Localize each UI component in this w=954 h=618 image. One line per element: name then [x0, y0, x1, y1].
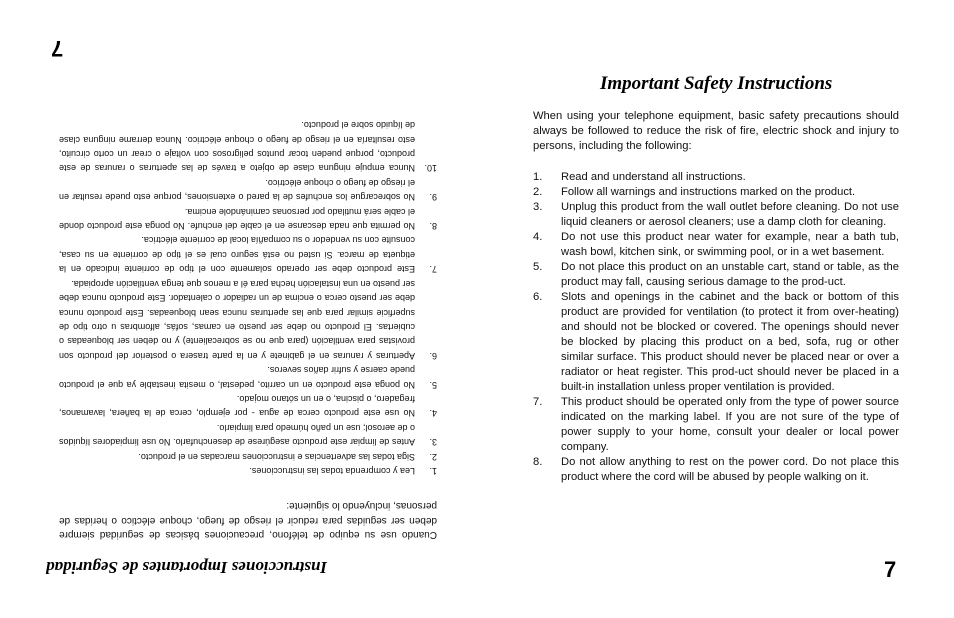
item-text: Unplug this product from the wall outlet before cleaning. Do not use liquid cleaners or aerosol cleaners; use a damp cloth for cleaning.: [561, 201, 899, 228]
list-item: [59, 420, 437, 449]
list-item: [533, 185, 899, 200]
list-item: [59, 449, 437, 463]
spanish-title: Instrucciones Importantes de Seguridad: [45, 558, 327, 577]
item-number: 6.: [429, 350, 437, 361]
spanish-instruction-list: [59, 118, 437, 478]
item-text: No ponga este producto en un carrito, pedestal, o mesita inestable ya que el producto puede caerse y sufrir daños severos.: [59, 365, 415, 390]
item-text: Do not allow anything to rest on the power cord. Do not place this product where the cord will be abused by people walking on it.: [561, 456, 899, 483]
list-item: [59, 276, 437, 362]
item-number: 5.: [429, 379, 437, 390]
list-item: [59, 392, 437, 421]
item-number: 3.: [429, 437, 437, 448]
list-item: [533, 290, 899, 395]
list-item: [59, 118, 437, 176]
list-item: [533, 230, 899, 260]
item-number: 6.: [533, 291, 543, 303]
item-number: 7.: [429, 264, 437, 275]
item-number: 7.: [533, 396, 543, 408]
item-number: 8.: [533, 456, 543, 468]
item-number: 2.: [533, 186, 543, 198]
list-item: [59, 363, 437, 392]
item-number: 1.: [429, 466, 437, 476]
item-text: No use este producto cerca de agua - por ejemplo, cerca de la bañera, lavamanos, fregadero, o piscina, o en un sótano mojado.: [59, 393, 415, 419]
list-item: [59, 233, 437, 276]
item-text: Read and understand all instructions.: [561, 171, 746, 183]
instruction-list: [533, 170, 899, 485]
list-item: [533, 395, 899, 455]
item-number: 8.: [429, 221, 437, 232]
item-text: Siga todas las advertencias e instrucciones marcadas en el producto.: [138, 451, 415, 462]
list-item: [533, 455, 899, 485]
item-text: Lea y comprenda todas las instrucciones.: [249, 466, 415, 476]
list-item: [59, 175, 437, 204]
item-number: 1.: [533, 171, 543, 183]
intro-paragraph: When using your telephone equipment, basic safety precautions should always be followed to reduce the risk of fire, electric shock and injury to persons, including the following:: [533, 110, 899, 152]
item-number: 9.: [429, 192, 437, 203]
item-text: Do not place this product on an unstable cart, stand or table, as the product may fall, causing serious damage to the prod-uct.: [561, 261, 899, 288]
item-text: Nunca empuje ninguna clase de objeto a través de las aperturas o ranuras de este producto, porque pueden tocar puntos peligrosos con voltaje o crear un corto circuito, esto resultaría en el riesgo de fuego o choque eléctrico. Nunca derrame ninguna clase de líquido sobre el producto.: [59, 120, 415, 174]
list-item: [533, 200, 899, 230]
item-text: No permita que nada descanse en el cable del enchufe. No ponga este producto donde el cable será mutilado por personas caminándole encima.: [59, 206, 415, 232]
page-number-spanish: 7: [51, 36, 64, 61]
list-item: [59, 204, 437, 233]
spanish-rotated-block: [40, 32, 437, 577]
item-text: Follow all warnings and instructions marked on the product.: [561, 186, 856, 198]
item-number: 4.: [429, 408, 437, 419]
item-number: 10.: [424, 163, 437, 174]
item-number: 3.: [533, 201, 543, 213]
spanish-intro: Cuando use su equipo de teléfono, precauciones básicas de seguridad siempre deben ser seguidas para reducir el riesgo de fuego, choque eléctico o heridas de personas, incluyendo lo siguiente:: [59, 500, 437, 540]
list-item: [533, 260, 899, 290]
item-number: 2.: [429, 451, 437, 462]
item-number: 5.: [533, 261, 543, 273]
item-text: Antes de limpiar este producto asegúrese de desenchufarlo. No use limpiadores líquidos o de aerosol; use un paño húmedo para limpiarlo.: [59, 422, 415, 448]
item-text: Slots and openings in the cabinet and the back or bottom of this product are provided for ventilation (to protect it from over-heating) and should not be blocked or covered. The openings should never be blocked by placing this product on a bed, sofa, rug or other similar surface. This product should never be placed near or over a radiator or heat register. This prod-uct should never be placed in a built-in installation unless proper ventilation is provided.: [561, 291, 899, 393]
list-item: [533, 170, 899, 185]
item-text: Este producto debe ser operado solamente con el tipo de corriente indicado en la etiqueta de marca. Si usted no está seguro cual es el tipo de corriente en su casa, consulte con su vendedor o su compañía local de corriente eléctrica.: [59, 235, 415, 275]
item-number: 4.: [533, 231, 543, 243]
list-item: [59, 464, 437, 478]
item-text: Do not use this product near water for example, near a bath tub, wash bowl, kitchen sink, or swimming pool, or in a wet basement.: [561, 231, 899, 258]
page-title: Important Safety Instructions: [600, 73, 833, 94]
item-text: No sobrecargue los enchufes de la pared o extensiones, porque esto puede resultar en el riesgo de fuego o choque eléctrico.: [59, 177, 415, 203]
page-number: 7: [884, 557, 897, 582]
item-text: Aperturas y ranuras en el gabinete y en la parte trasera o posterior del producto son provistas para ventilación (para que no se sobrecaliente) y no deben ser bloqueadas o cubiertas. El producto no debe ser puesto en camas, sofás, alfombras u otro tipo de superficie similar para que las aperturas nunca sean bloqueadas. Este producto nunca debe ser puesto cerca o encima de un radiador o calentador. Este producto nunca debe ser puesto en una instalación hecha para él a menos que tenga ventilación apropiada.: [59, 278, 415, 361]
item-text: This product should be operated only from the type of power source indicated on the marking label. If you are not sure of the type of power supply to your home, consult your dealer or local power company.: [561, 396, 899, 453]
